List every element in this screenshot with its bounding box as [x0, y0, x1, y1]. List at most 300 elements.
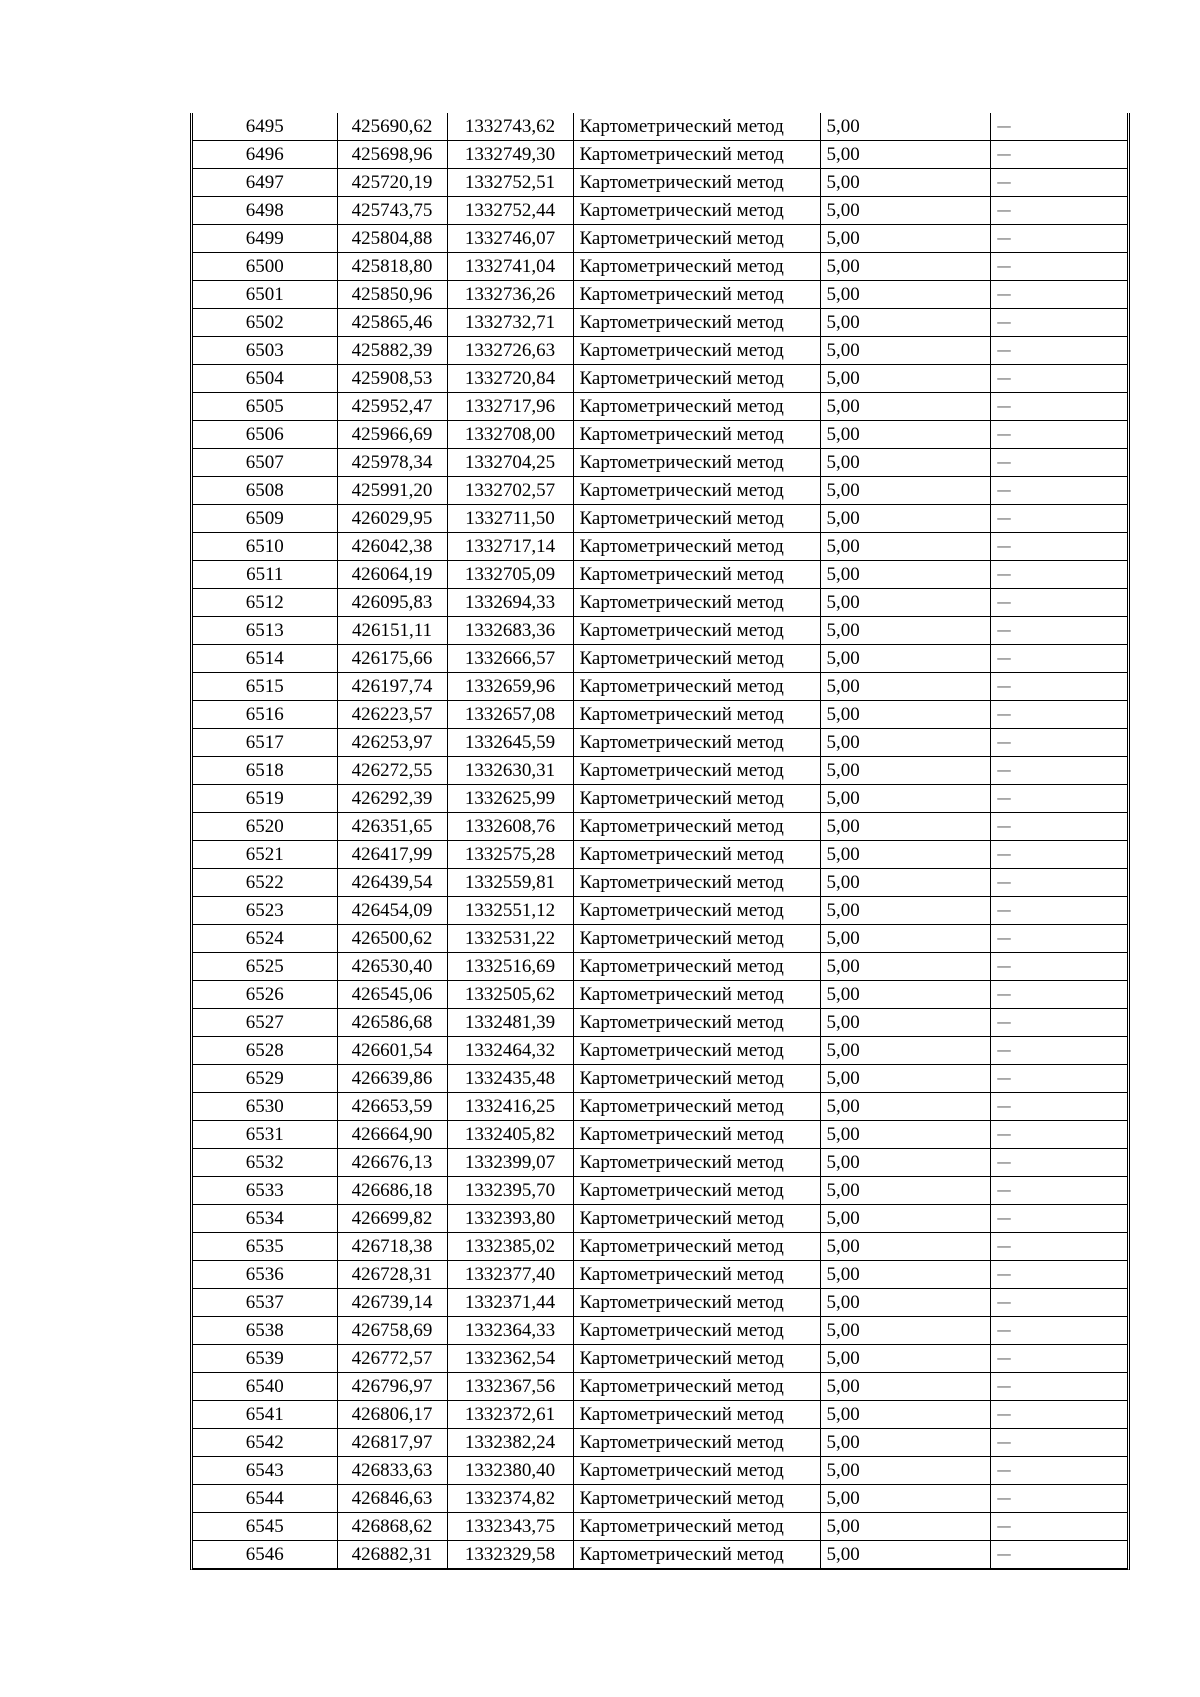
point-number-cell: 6500	[193, 253, 337, 281]
y-coordinate-cell: 1332393,80	[447, 1205, 573, 1233]
method-cell: Картометрический метод	[573, 617, 820, 645]
table-row	[193, 309, 1127, 337]
method-cell: Картометрический метод	[573, 561, 820, 589]
accuracy-cell: 5,00	[820, 1513, 990, 1541]
y-coordinate-cell: 1332343,75	[447, 1513, 573, 1541]
table-row	[193, 589, 1127, 617]
description-cell: —	[990, 1149, 1127, 1177]
x-coordinate-cell: 425908,53	[337, 365, 447, 393]
x-coordinate-cell: 426042,38	[337, 533, 447, 561]
accuracy-cell: 5,00	[820, 393, 990, 421]
point-number-cell: 6497	[193, 169, 337, 197]
y-coordinate-cell: 1332516,69	[447, 953, 573, 981]
accuracy-cell: 5,00	[820, 1177, 990, 1205]
x-coordinate-cell: 426796,97	[337, 1373, 447, 1401]
coordinates-table-body	[193, 113, 1127, 1569]
method-cell: Картометрический метод	[573, 1373, 820, 1401]
x-coordinate-cell: 426095,83	[337, 589, 447, 617]
table-row	[193, 1233, 1127, 1261]
method-cell: Картометрический метод	[573, 673, 820, 701]
point-number-cell: 6520	[193, 813, 337, 841]
point-number-cell: 6514	[193, 645, 337, 673]
x-coordinate-cell: 425850,96	[337, 281, 447, 309]
description-cell: —	[990, 729, 1127, 757]
y-coordinate-cell: 1332749,30	[447, 141, 573, 169]
method-cell: Картометрический метод	[573, 1485, 820, 1513]
method-cell: Картометрический метод	[573, 533, 820, 561]
y-coordinate-cell: 1332736,26	[447, 281, 573, 309]
x-coordinate-cell: 426653,59	[337, 1093, 447, 1121]
description-cell: —	[990, 533, 1127, 561]
x-coordinate-cell: 426530,40	[337, 953, 447, 981]
point-number-cell: 6542	[193, 1429, 337, 1457]
y-coordinate-cell: 1332481,39	[447, 1009, 573, 1037]
y-coordinate-cell: 1332372,61	[447, 1401, 573, 1429]
y-coordinate-cell: 1332505,62	[447, 981, 573, 1009]
x-coordinate-cell: 426454,09	[337, 897, 447, 925]
table-row	[193, 897, 1127, 925]
y-coordinate-cell: 1332608,76	[447, 813, 573, 841]
description-cell: —	[990, 1401, 1127, 1429]
accuracy-cell: 5,00	[820, 365, 990, 393]
accuracy-cell: 5,00	[820, 113, 990, 141]
x-coordinate-cell: 426772,57	[337, 1345, 447, 1373]
table-row	[193, 1345, 1127, 1373]
description-cell: —	[990, 169, 1127, 197]
coordinates-table-frame	[190, 113, 1130, 1570]
method-cell: Картометрический метод	[573, 841, 820, 869]
x-coordinate-cell: 425804,88	[337, 225, 447, 253]
point-number-cell: 6525	[193, 953, 337, 981]
y-coordinate-cell: 1332645,59	[447, 729, 573, 757]
table-row	[193, 869, 1127, 897]
accuracy-cell: 5,00	[820, 141, 990, 169]
accuracy-cell: 5,00	[820, 225, 990, 253]
y-coordinate-cell: 1332752,51	[447, 169, 573, 197]
table-row	[193, 169, 1127, 197]
method-cell: Картометрический метод	[573, 953, 820, 981]
method-cell: Картометрический метод	[573, 1401, 820, 1429]
accuracy-cell: 5,00	[820, 1457, 990, 1485]
accuracy-cell: 5,00	[820, 1317, 990, 1345]
table-row	[193, 225, 1127, 253]
accuracy-cell: 5,00	[820, 1205, 990, 1233]
y-coordinate-cell: 1332746,07	[447, 225, 573, 253]
point-number-cell: 6534	[193, 1205, 337, 1233]
description-cell: —	[990, 813, 1127, 841]
point-number-cell: 6529	[193, 1065, 337, 1093]
method-cell: Картометрический метод	[573, 1345, 820, 1373]
point-number-cell: 6526	[193, 981, 337, 1009]
x-coordinate-cell: 426253,97	[337, 729, 447, 757]
description-cell: —	[990, 785, 1127, 813]
point-number-cell: 6543	[193, 1457, 337, 1485]
table-row	[193, 1513, 1127, 1541]
point-number-cell: 6496	[193, 141, 337, 169]
x-coordinate-cell: 425882,39	[337, 337, 447, 365]
accuracy-cell: 5,00	[820, 1093, 990, 1121]
description-cell: —	[990, 1513, 1127, 1541]
point-number-cell: 6535	[193, 1233, 337, 1261]
point-number-cell: 6519	[193, 785, 337, 813]
x-coordinate-cell: 426718,38	[337, 1233, 447, 1261]
point-number-cell: 6544	[193, 1485, 337, 1513]
point-number-cell: 6513	[193, 617, 337, 645]
y-coordinate-cell: 1332694,33	[447, 589, 573, 617]
method-cell: Картометрический метод	[573, 1457, 820, 1485]
x-coordinate-cell: 425690,62	[337, 113, 447, 141]
accuracy-cell: 5,00	[820, 253, 990, 281]
y-coordinate-cell: 1332435,48	[447, 1065, 573, 1093]
y-coordinate-cell: 1332329,58	[447, 1541, 573, 1569]
description-cell: —	[990, 1373, 1127, 1401]
accuracy-cell: 5,00	[820, 1233, 990, 1261]
table-row	[193, 141, 1127, 169]
description-cell: —	[990, 617, 1127, 645]
accuracy-cell: 5,00	[820, 505, 990, 533]
method-cell: Картометрический метод	[573, 169, 820, 197]
description-cell: —	[990, 197, 1127, 225]
accuracy-cell: 5,00	[820, 1345, 990, 1373]
x-coordinate-cell: 425720,19	[337, 169, 447, 197]
point-number-cell: 6508	[193, 477, 337, 505]
description-cell: —	[990, 365, 1127, 393]
point-number-cell: 6499	[193, 225, 337, 253]
y-coordinate-cell: 1332364,33	[447, 1317, 573, 1345]
description-cell: —	[990, 589, 1127, 617]
y-coordinate-cell: 1332395,70	[447, 1177, 573, 1205]
method-cell: Картометрический метод	[573, 589, 820, 617]
description-cell: —	[990, 1541, 1127, 1569]
table-row	[193, 1065, 1127, 1093]
point-number-cell: 6517	[193, 729, 337, 757]
y-coordinate-cell: 1332726,63	[447, 337, 573, 365]
y-coordinate-cell: 1332551,12	[447, 897, 573, 925]
point-number-cell: 6531	[193, 1121, 337, 1149]
method-cell: Картометрический метод	[573, 645, 820, 673]
point-number-cell: 6527	[193, 1009, 337, 1037]
table-row	[193, 1485, 1127, 1513]
accuracy-cell: 5,00	[820, 617, 990, 645]
x-coordinate-cell: 426846,63	[337, 1485, 447, 1513]
accuracy-cell: 5,00	[820, 589, 990, 617]
accuracy-cell: 5,00	[820, 897, 990, 925]
table-row	[193, 449, 1127, 477]
point-number-cell: 6538	[193, 1317, 337, 1345]
table-row	[193, 505, 1127, 533]
table-row	[193, 561, 1127, 589]
table-row	[193, 1177, 1127, 1205]
description-cell: —	[990, 1429, 1127, 1457]
point-number-cell: 6533	[193, 1177, 337, 1205]
accuracy-cell: 5,00	[820, 1289, 990, 1317]
point-number-cell: 6540	[193, 1373, 337, 1401]
method-cell: Картометрический метод	[573, 981, 820, 1009]
description-cell: —	[990, 449, 1127, 477]
y-coordinate-cell: 1332380,40	[447, 1457, 573, 1485]
coordinates-table	[193, 113, 1127, 1569]
method-cell: Картометрический метод	[573, 897, 820, 925]
x-coordinate-cell: 426699,82	[337, 1205, 447, 1233]
accuracy-cell: 5,00	[820, 785, 990, 813]
table-row	[193, 1205, 1127, 1233]
table-row	[193, 477, 1127, 505]
method-cell: Картометрический метод	[573, 1289, 820, 1317]
description-cell: —	[990, 1485, 1127, 1513]
method-cell: Картометрический метод	[573, 925, 820, 953]
y-coordinate-cell: 1332720,84	[447, 365, 573, 393]
y-coordinate-cell: 1332625,99	[447, 785, 573, 813]
point-number-cell: 6505	[193, 393, 337, 421]
method-cell: Картометрический метод	[573, 813, 820, 841]
accuracy-cell: 5,00	[820, 309, 990, 337]
table-row	[193, 1009, 1127, 1037]
point-number-cell: 6506	[193, 421, 337, 449]
table-row	[193, 281, 1127, 309]
x-coordinate-cell: 426175,66	[337, 645, 447, 673]
method-cell: Картометрический метод	[573, 1177, 820, 1205]
x-coordinate-cell: 426064,19	[337, 561, 447, 589]
description-cell: —	[990, 505, 1127, 533]
table-row	[193, 1401, 1127, 1429]
accuracy-cell: 5,00	[820, 1429, 990, 1457]
table-row	[193, 113, 1127, 141]
y-coordinate-cell: 1332362,54	[447, 1345, 573, 1373]
description-cell: —	[990, 1037, 1127, 1065]
description-cell: —	[990, 281, 1127, 309]
point-number-cell: 6507	[193, 449, 337, 477]
method-cell: Картометрический метод	[573, 1037, 820, 1065]
point-number-cell: 6512	[193, 589, 337, 617]
point-number-cell: 6504	[193, 365, 337, 393]
point-number-cell: 6545	[193, 1513, 337, 1541]
x-coordinate-cell: 426545,06	[337, 981, 447, 1009]
x-coordinate-cell: 425865,46	[337, 309, 447, 337]
method-cell: Картометрический метод	[573, 757, 820, 785]
y-coordinate-cell: 1332399,07	[447, 1149, 573, 1177]
table-row	[193, 197, 1127, 225]
method-cell: Картометрический метод	[573, 1149, 820, 1177]
y-coordinate-cell: 1332575,28	[447, 841, 573, 869]
y-coordinate-cell: 1332377,40	[447, 1261, 573, 1289]
y-coordinate-cell: 1332371,44	[447, 1289, 573, 1317]
x-coordinate-cell: 426817,97	[337, 1429, 447, 1457]
y-coordinate-cell: 1332666,57	[447, 645, 573, 673]
accuracy-cell: 5,00	[820, 561, 990, 589]
point-number-cell: 6537	[193, 1289, 337, 1317]
x-coordinate-cell: 426272,55	[337, 757, 447, 785]
description-cell: —	[990, 113, 1127, 141]
method-cell: Картометрический метод	[573, 365, 820, 393]
method-cell: Картометрический метод	[573, 477, 820, 505]
description-cell: —	[990, 701, 1127, 729]
accuracy-cell: 5,00	[820, 1037, 990, 1065]
accuracy-cell: 5,00	[820, 421, 990, 449]
x-coordinate-cell: 426806,17	[337, 1401, 447, 1429]
y-coordinate-cell: 1332743,62	[447, 113, 573, 141]
x-coordinate-cell: 425952,47	[337, 393, 447, 421]
accuracy-cell: 5,00	[820, 1541, 990, 1569]
description-cell: —	[990, 561, 1127, 589]
x-coordinate-cell: 426868,62	[337, 1513, 447, 1541]
x-coordinate-cell: 426639,86	[337, 1065, 447, 1093]
description-cell: —	[990, 953, 1127, 981]
accuracy-cell: 5,00	[820, 953, 990, 981]
table-row	[193, 981, 1127, 1009]
point-number-cell: 6510	[193, 533, 337, 561]
table-row	[193, 421, 1127, 449]
y-coordinate-cell: 1332385,02	[447, 1233, 573, 1261]
table-row	[193, 365, 1127, 393]
method-cell: Картометрический метод	[573, 421, 820, 449]
point-number-cell: 6511	[193, 561, 337, 589]
y-coordinate-cell: 1332657,08	[447, 701, 573, 729]
accuracy-cell: 5,00	[820, 1261, 990, 1289]
point-number-cell: 6530	[193, 1093, 337, 1121]
y-coordinate-cell: 1332630,31	[447, 757, 573, 785]
x-coordinate-cell: 426676,13	[337, 1149, 447, 1177]
table-row	[193, 729, 1127, 757]
point-number-cell: 6546	[193, 1541, 337, 1569]
method-cell: Картометрический метод	[573, 281, 820, 309]
accuracy-cell: 5,00	[820, 449, 990, 477]
table-row	[193, 1093, 1127, 1121]
table-row	[193, 337, 1127, 365]
point-number-cell: 6522	[193, 869, 337, 897]
accuracy-cell: 5,00	[820, 1401, 990, 1429]
table-row	[193, 1317, 1127, 1345]
method-cell: Картометрический метод	[573, 197, 820, 225]
method-cell: Картометрический метод	[573, 1513, 820, 1541]
description-cell: —	[990, 757, 1127, 785]
method-cell: Картометрический метод	[573, 1429, 820, 1457]
table-row	[193, 953, 1127, 981]
method-cell: Картометрический метод	[573, 1065, 820, 1093]
y-coordinate-cell: 1332741,04	[447, 253, 573, 281]
table-row	[193, 1121, 1127, 1149]
table-row	[193, 1541, 1127, 1569]
method-cell: Картометрический метод	[573, 1541, 820, 1569]
table-row	[193, 393, 1127, 421]
method-cell: Картометрический метод	[573, 1317, 820, 1345]
y-coordinate-cell: 1332717,14	[447, 533, 573, 561]
x-coordinate-cell: 425698,96	[337, 141, 447, 169]
description-cell: —	[990, 393, 1127, 421]
table-row	[193, 841, 1127, 869]
description-cell: —	[990, 309, 1127, 337]
x-coordinate-cell: 426728,31	[337, 1261, 447, 1289]
table-row	[193, 1037, 1127, 1065]
table-row	[193, 1149, 1127, 1177]
point-number-cell: 6528	[193, 1037, 337, 1065]
accuracy-cell: 5,00	[820, 477, 990, 505]
point-number-cell: 6536	[193, 1261, 337, 1289]
point-number-cell: 6509	[193, 505, 337, 533]
accuracy-cell: 5,00	[820, 813, 990, 841]
method-cell: Картометрический метод	[573, 1009, 820, 1037]
description-cell: —	[990, 421, 1127, 449]
x-coordinate-cell: 426151,11	[337, 617, 447, 645]
accuracy-cell: 5,00	[820, 1009, 990, 1037]
x-coordinate-cell: 426500,62	[337, 925, 447, 953]
method-cell: Картометрический метод	[573, 869, 820, 897]
x-coordinate-cell: 426029,95	[337, 505, 447, 533]
accuracy-cell: 5,00	[820, 169, 990, 197]
point-number-cell: 6532	[193, 1149, 337, 1177]
point-number-cell: 6498	[193, 197, 337, 225]
point-number-cell: 6515	[193, 673, 337, 701]
description-cell: —	[990, 141, 1127, 169]
table-row	[193, 813, 1127, 841]
point-number-cell: 6518	[193, 757, 337, 785]
table-row	[193, 645, 1127, 673]
method-cell: Картометрический метод	[573, 505, 820, 533]
y-coordinate-cell: 1332659,96	[447, 673, 573, 701]
accuracy-cell: 5,00	[820, 645, 990, 673]
point-number-cell: 6516	[193, 701, 337, 729]
y-coordinate-cell: 1332382,24	[447, 1429, 573, 1457]
x-coordinate-cell: 425743,75	[337, 197, 447, 225]
accuracy-cell: 5,00	[820, 1373, 990, 1401]
y-coordinate-cell: 1332416,25	[447, 1093, 573, 1121]
x-coordinate-cell: 426292,39	[337, 785, 447, 813]
method-cell: Картометрический метод	[573, 225, 820, 253]
description-cell: —	[990, 1177, 1127, 1205]
table-row	[193, 673, 1127, 701]
x-coordinate-cell: 426197,74	[337, 673, 447, 701]
accuracy-cell: 5,00	[820, 533, 990, 561]
table-row	[193, 1261, 1127, 1289]
method-cell: Картометрический метод	[573, 1205, 820, 1233]
accuracy-cell: 5,00	[820, 869, 990, 897]
accuracy-cell: 5,00	[820, 673, 990, 701]
method-cell: Картометрический метод	[573, 729, 820, 757]
x-coordinate-cell: 426686,18	[337, 1177, 447, 1205]
point-number-cell: 6524	[193, 925, 337, 953]
table-row	[193, 253, 1127, 281]
accuracy-cell: 5,00	[820, 1149, 990, 1177]
method-cell: Картометрический метод	[573, 141, 820, 169]
table-row	[193, 1373, 1127, 1401]
y-coordinate-cell: 1332559,81	[447, 869, 573, 897]
description-cell: —	[990, 897, 1127, 925]
point-number-cell: 6541	[193, 1401, 337, 1429]
point-number-cell: 6539	[193, 1345, 337, 1373]
accuracy-cell: 5,00	[820, 337, 990, 365]
table-row	[193, 1289, 1127, 1317]
description-cell: —	[990, 1065, 1127, 1093]
accuracy-cell: 5,00	[820, 197, 990, 225]
y-coordinate-cell: 1332405,82	[447, 1121, 573, 1149]
table-row	[193, 617, 1127, 645]
x-coordinate-cell: 425818,80	[337, 253, 447, 281]
description-cell: —	[990, 337, 1127, 365]
x-coordinate-cell: 425991,20	[337, 477, 447, 505]
description-cell: —	[990, 673, 1127, 701]
method-cell: Картометрический метод	[573, 785, 820, 813]
method-cell: Картометрический метод	[573, 309, 820, 337]
description-cell: —	[990, 841, 1127, 869]
method-cell: Картометрический метод	[573, 1121, 820, 1149]
description-cell: —	[990, 1261, 1127, 1289]
description-cell: —	[990, 1345, 1127, 1373]
x-coordinate-cell: 425978,34	[337, 449, 447, 477]
x-coordinate-cell: 426739,14	[337, 1289, 447, 1317]
table-row	[193, 757, 1127, 785]
y-coordinate-cell: 1332732,71	[447, 309, 573, 337]
x-coordinate-cell: 426833,63	[337, 1457, 447, 1485]
description-cell: —	[990, 981, 1127, 1009]
